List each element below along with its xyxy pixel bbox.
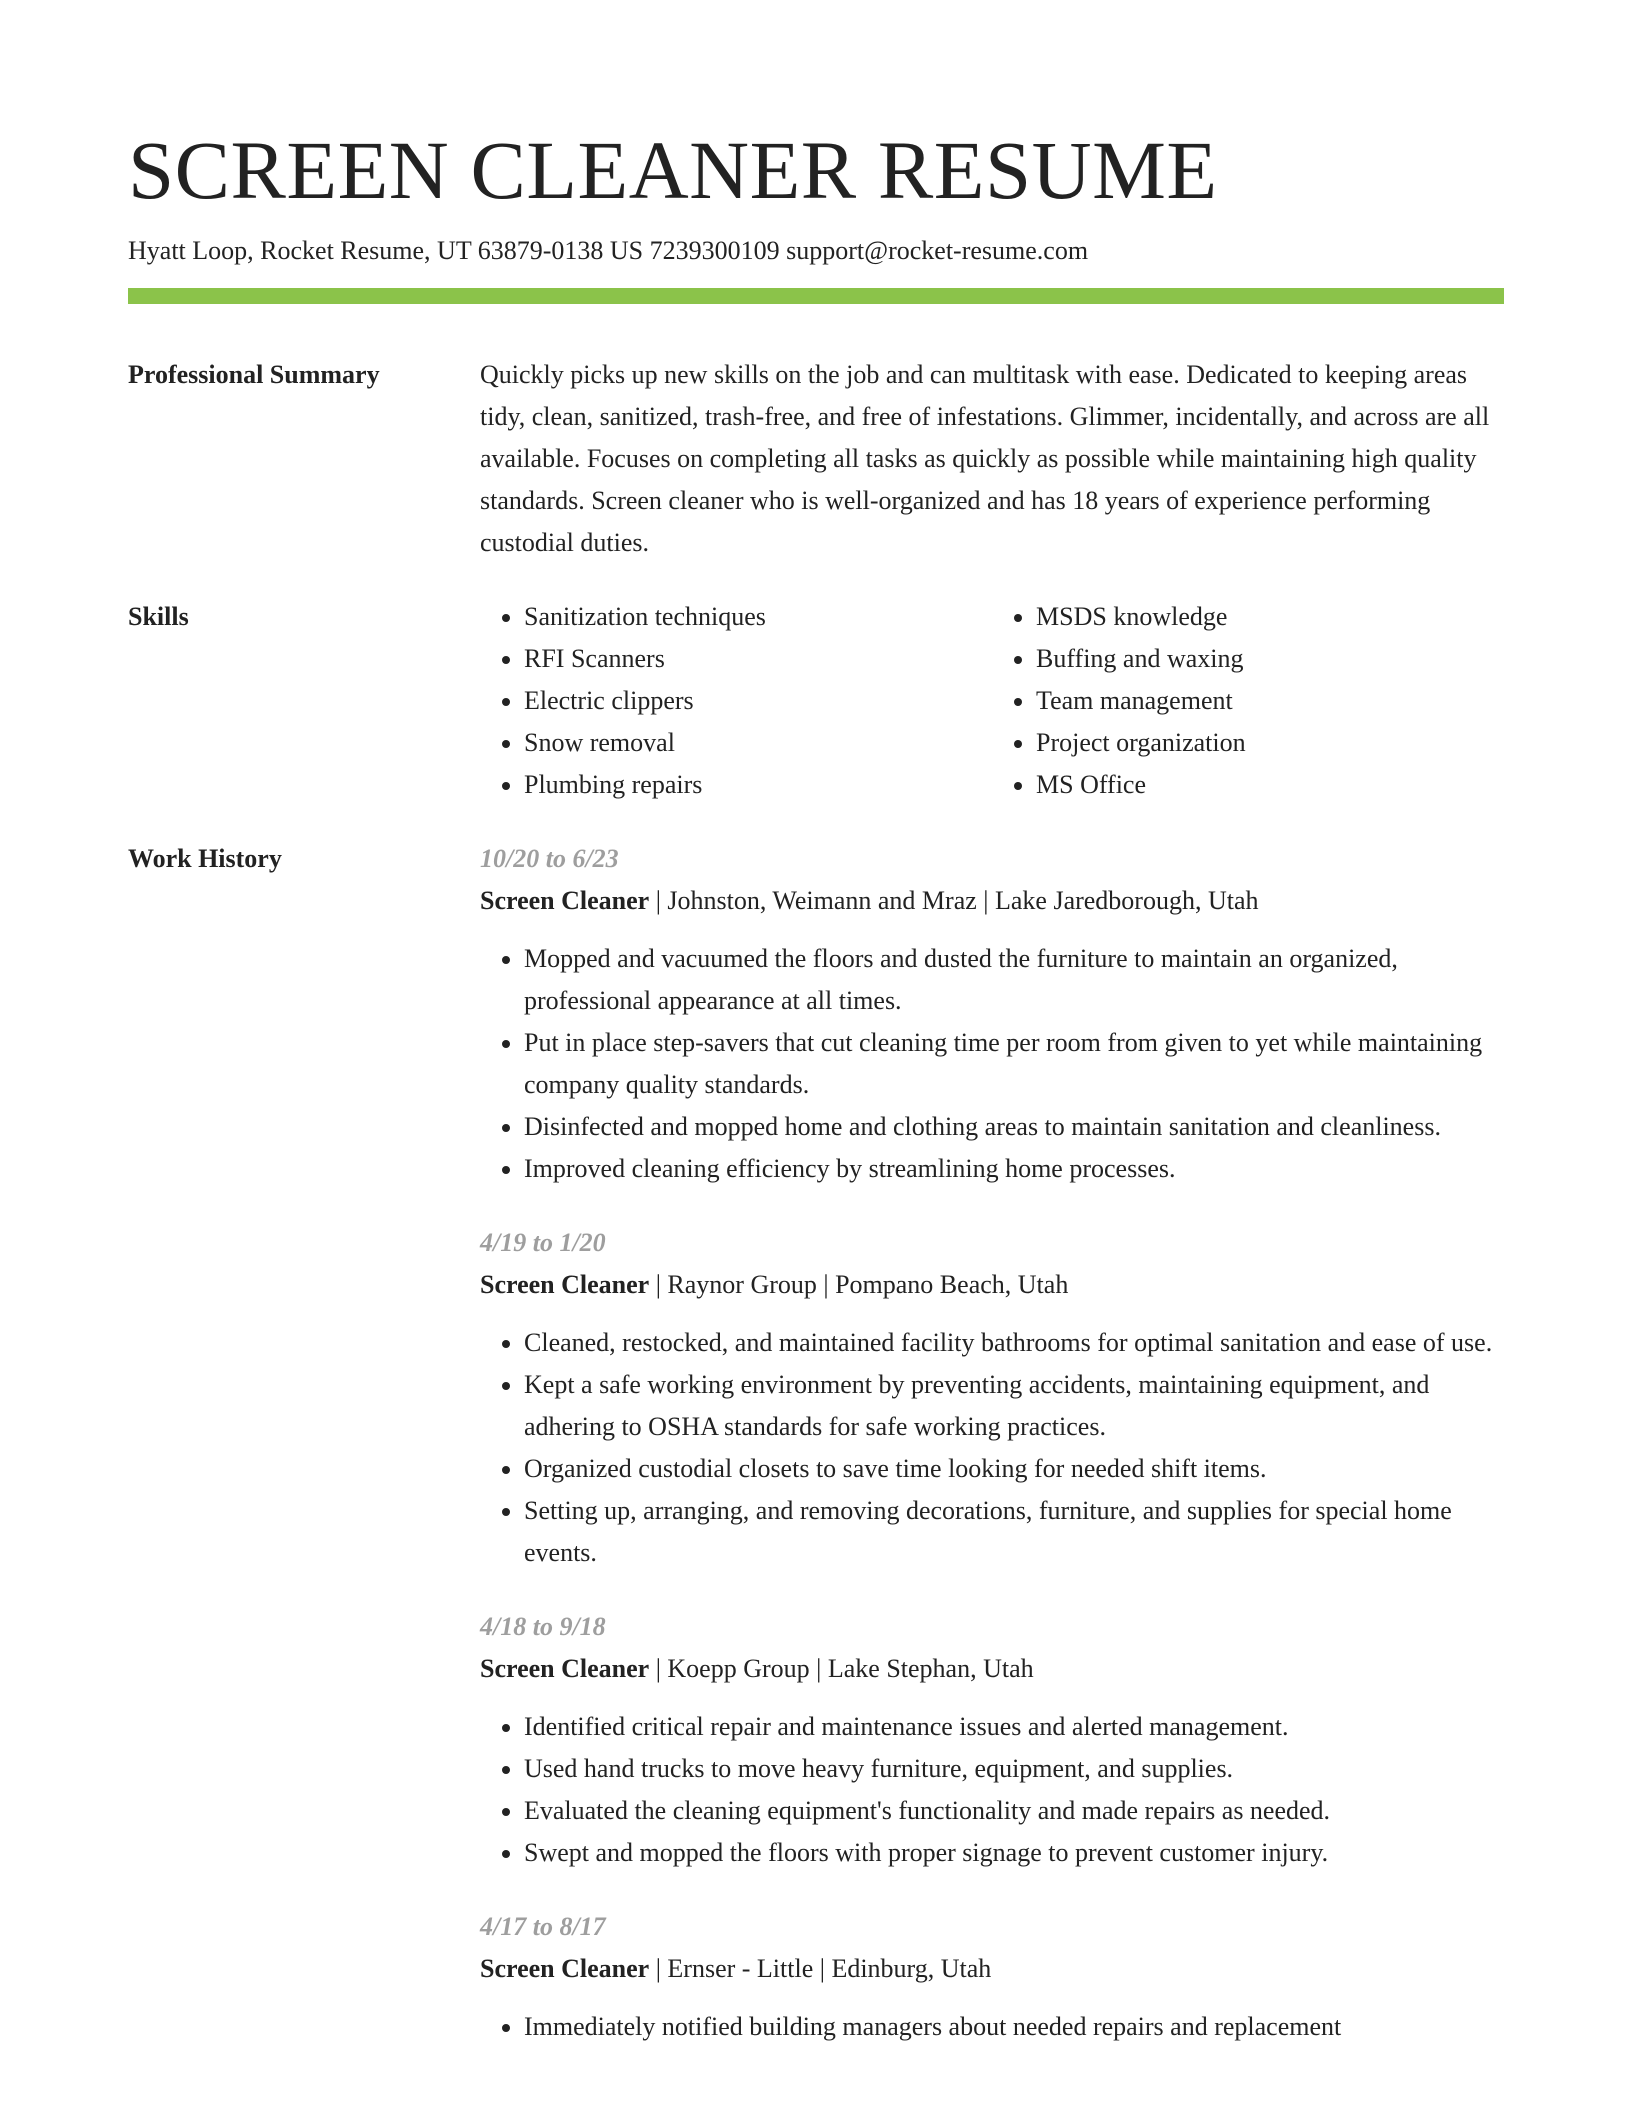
job-header [480,1648,1504,1690]
resume-title: SCREEN CLEANER RESUME [128,124,1218,216]
job-bullet: • Improved cleaning efficiency by streamlining home processes. [524,1148,1504,1190]
skill-item: • Project organization [1036,722,1504,764]
job-header [480,1264,1504,1306]
job-bullet: • Organized custodial closets to save time looking for needed shift items. [524,1448,1504,1490]
contact-line: Hyatt Loop, Rocket Resume, UT 63879-0138 US 7239300109 support@rocket-resume.com [128,236,1089,265]
work-history-list [480,838,1504,2080]
job-bullet: • Evaluated the cleaning equipment's functionality and made repairs as needed. [524,1790,1504,1832]
job-title: Screen Cleaner [480,1954,650,1983]
job-bullet: • Used hand trucks to move heavy furniture, equipment, and supplies. [524,1748,1504,1790]
skill-item: • Plumbing repairs [524,764,992,806]
job-bullet: • Setting up, arranging, and removing decorations, furniture, and supplies for special home events. [524,1490,1504,1574]
job-header [480,1948,1504,1990]
section-title-skills: Skills [128,602,189,631]
job-bullets [480,1706,1504,1874]
skill-item: • Team management [1036,680,1504,722]
professional-summary-section [128,354,1504,564]
section-title-work: Work History [128,844,282,873]
resume-page [128,116,1504,2080]
job-bullet: • Mopped and vacuumed the floors and dusted the furniture to maintain an organized, professional appearance at all times. [524,938,1504,1022]
skill-item: • MSDS knowledge [1036,596,1504,638]
skill-item: • Snow removal [524,722,992,764]
job-bullet: • Immediately notified building managers about needed repairs and replacement [524,2006,1504,2048]
job-bullets [480,2006,1504,2048]
job-entry [480,838,1504,1190]
job-bullets [480,938,1504,1190]
job-header [480,880,1504,922]
job-dates: 4/18 to 9/18 [480,1612,606,1641]
job-bullet: • Swept and mopped the floors with proper signage to prevent customer injury. [524,1832,1504,1874]
job-bullet: • Disinfected and mopped home and clothing areas to maintain sanitation and cleanliness. [524,1106,1504,1148]
job-title: Screen Cleaner [480,1270,650,1299]
skill-item: • Sanitization techniques [524,596,992,638]
job-employer-location: | Ernser - Little | Edinburg, Utah [649,1954,992,1983]
job-employer-location: | Johnston, Weimann and Mraz | Lake Jaredborough, Utah [649,886,1259,915]
job-dates: 10/20 to 6/23 [480,844,619,873]
skills-grid [480,596,1504,806]
skill-item: • RFI Scanners [524,638,992,680]
job-entry [480,1906,1504,2048]
skill-item: • Buffing and waxing [1036,638,1504,680]
header-divider [128,288,1504,304]
job-entry [480,1606,1504,1874]
job-entry [480,1222,1504,1574]
job-bullet: • Kept a safe working environment by preventing accidents, maintaining equipment, and adhering to OSHA standards for safe working practices. [524,1364,1504,1448]
work-history-section [128,838,1504,2080]
job-dates: 4/19 to 1/20 [480,1228,606,1257]
job-title: Screen Cleaner [480,1654,650,1683]
job-bullets [480,1322,1504,1574]
skills-list-left [480,596,992,806]
job-dates: 4/17 to 8/17 [480,1912,606,1941]
job-employer-location: | Koepp Group | Lake Stephan, Utah [649,1654,1034,1683]
skills-section [128,596,1504,806]
job-title: Screen Cleaner [480,886,650,915]
skill-item: • MS Office [1036,764,1504,806]
job-employer-location: | Raynor Group | Pompano Beach, Utah [649,1270,1069,1299]
skill-item: • Electric clippers [524,680,992,722]
section-title-summary: Professional Summary [128,360,380,389]
skills-list-right [992,596,1504,806]
summary-text: Quickly picks up new skills on the job and can multitask with ease. Dedicated to keeping areas tidy, clean, sanitized, trash-free, and free of infestations. Glimmer, incidentally, and across are all available. Focuses on completing all tasks as quickly as possible while maintaining high quality standards. Screen cleaner who is well-organized and has 18 years of experience performing custodial duties. [480,360,1490,557]
job-bullet: • Put in place step-savers that cut cleaning time per room from given to yet while maintaining company quality standards. [524,1022,1504,1106]
job-bullet: • Cleaned, restocked, and maintained facility bathrooms for optimal sanitation and ease of use. [524,1322,1504,1364]
job-bullet: • Identified critical repair and maintenance issues and alerted management. [524,1706,1504,1748]
